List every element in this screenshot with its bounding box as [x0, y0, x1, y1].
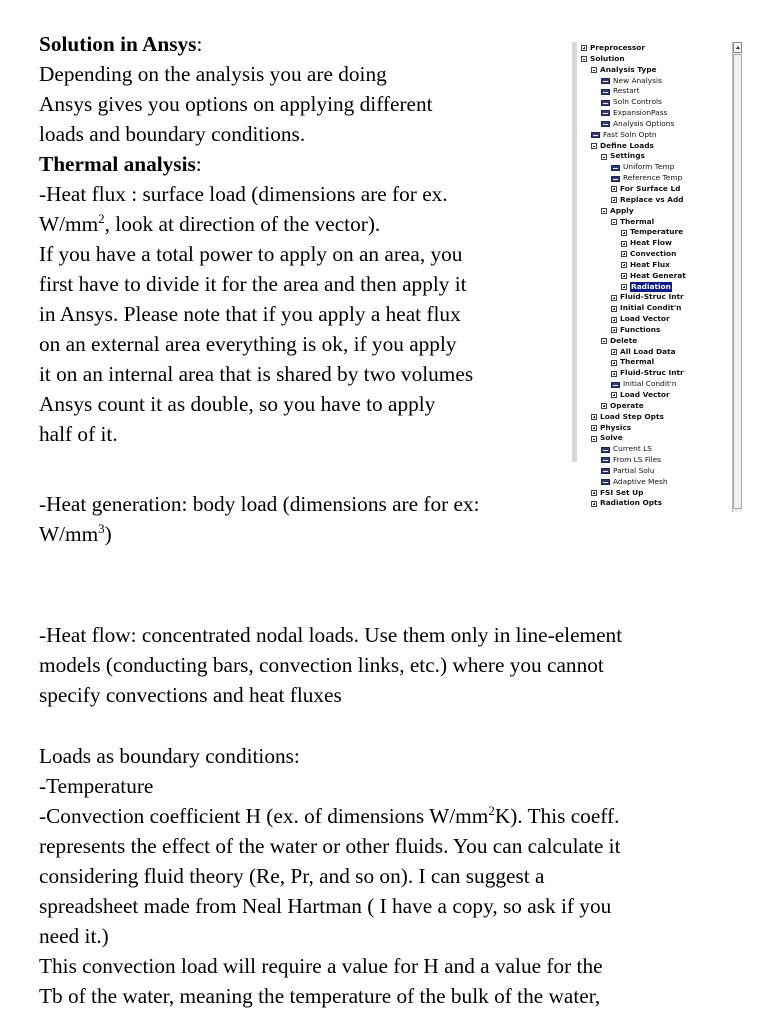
expand-plus-icon[interactable] — [581, 45, 587, 51]
scroll-up-arrow-icon[interactable] — [733, 42, 742, 53]
solution-heading-colon: : — [196, 32, 203, 56]
tree-node-label: Fluid-Struc Intr — [620, 292, 684, 302]
menu-item-icon — [601, 457, 610, 463]
tree-scrollbar[interactable] — [732, 42, 742, 512]
tree-node-label: Load Vector — [620, 390, 670, 399]
tree-node-label: Operate — [610, 400, 644, 410]
bc-line: represents the effect of the water or other fluids. You can calculate it — [39, 834, 621, 858]
expand-plus-icon[interactable] — [611, 295, 617, 301]
collapse-minus-icon[interactable] — [581, 56, 587, 62]
tree-node-label: New Analysis — [613, 75, 662, 85]
tree-node[interactable] — [581, 292, 730, 303]
ansys-menu-tree — [572, 42, 742, 512]
expand-plus-icon[interactable] — [621, 273, 627, 279]
tree-node-label: For Surface Ld — [620, 183, 681, 193]
expand-plus-icon[interactable] — [611, 197, 617, 203]
tree-node-label: Restart — [613, 86, 640, 96]
tree-node-label: Solve — [600, 433, 623, 443]
expand-plus-icon[interactable] — [621, 230, 627, 236]
menu-item-icon — [601, 447, 610, 453]
solution-line: Depending on the analysis you are doing — [39, 62, 387, 86]
menu-item-icon — [601, 100, 610, 106]
tree-node-label: Current LS — [613, 444, 652, 454]
tree-node-label: Apply — [610, 205, 634, 215]
tree-node-label: Temperature — [630, 227, 684, 237]
expand-plus-icon[interactable] — [611, 349, 617, 355]
heat-flow-line: specify convections and heat fluxes — [39, 683, 342, 707]
collapse-minus-icon[interactable] — [591, 143, 597, 149]
tree-node-label: Analysis Type — [600, 64, 657, 74]
expand-plus-icon[interactable] — [621, 251, 627, 257]
tree-node[interactable] — [581, 423, 730, 434]
tree-node[interactable] — [581, 303, 730, 314]
tree-gutter-bar — [572, 42, 577, 462]
collapse-minus-icon[interactable] — [611, 219, 617, 225]
tree-node-label: Thermal — [620, 357, 655, 367]
tree-node-label: Replace vs Add — [620, 194, 684, 204]
tree-node[interactable] — [581, 76, 730, 87]
collapse-minus-icon[interactable] — [591, 436, 597, 442]
menu-item-icon — [611, 176, 620, 182]
tree-node[interactable] — [581, 433, 730, 444]
heat-flow-line: models (conducting bars, convection links, etc.) where you cannot — [39, 653, 604, 677]
tree-node[interactable] — [581, 173, 730, 184]
tree-node[interactable] — [581, 260, 730, 271]
expand-plus-icon[interactable] — [611, 306, 617, 312]
tree-node-label: Uniform Temp — [623, 162, 675, 172]
collapse-minus-icon[interactable] — [601, 338, 607, 344]
tree-node-label: Adaptive Mesh — [613, 476, 668, 486]
tree-node-label: Analysis Options — [613, 118, 675, 128]
tree-node[interactable] — [581, 195, 730, 206]
thermal-line: Ansys count it as double, so you have to apply — [39, 392, 436, 416]
solution-line: Ansys gives you options on applying different — [39, 92, 433, 116]
scroll-thumb[interactable] — [733, 54, 742, 509]
tree-gutter — [572, 42, 577, 512]
collapse-minus-icon[interactable] — [601, 154, 607, 160]
tree-node[interactable] — [581, 43, 730, 54]
tree-node-label: Initial Condit'n — [623, 379, 677, 389]
tree-node[interactable] — [581, 65, 730, 76]
menu-item-icon — [601, 468, 610, 474]
expand-plus-icon[interactable] — [611, 360, 617, 366]
tree-node[interactable] — [581, 444, 730, 455]
tree-node[interactable] — [581, 498, 730, 509]
tree-node[interactable] — [581, 86, 730, 97]
menu-item-icon — [601, 121, 610, 127]
expand-plus-icon[interactable] — [611, 327, 617, 333]
tree-node[interactable] — [581, 412, 730, 423]
solution-section — [39, 29, 473, 449]
tree-node[interactable] — [581, 488, 730, 499]
tree-node[interactable] — [581, 401, 730, 412]
expand-plus-icon[interactable] — [601, 403, 607, 409]
menu-item-icon — [611, 382, 620, 388]
bc-convection-line: -Convection coefficient H (ex. of dimensions $W/mm^2K$). This coeff. — [39, 803, 620, 828]
thermal-line: in Ansys. Please note that if you apply a heat flux — [39, 302, 461, 326]
bc-line: spreadsheet made from Neal Hartman ( I have a copy, so ask if you — [39, 894, 612, 918]
tree-node[interactable] — [581, 477, 730, 488]
tree-node-label: Initial Condit'n — [620, 303, 682, 313]
tree-node-label: Heat Flux — [630, 259, 670, 269]
tree-node-label: Physics — [600, 422, 632, 432]
tree-node-label: Radiation Opts — [600, 498, 662, 508]
expand-plus-icon[interactable] — [621, 262, 627, 268]
tree-node[interactable] — [581, 379, 730, 390]
thermal-line: it on an internal area that is shared by two volumes — [39, 362, 474, 386]
bc-line: need it.) — [39, 924, 109, 948]
tree-node-label: All Load Data — [620, 346, 676, 356]
tree-node-label: Radiation — [631, 281, 671, 291]
solution-heading: Solution in Ansys — [39, 32, 197, 56]
bc-line: Tb of the water, meaning the temperature of the bulk of the water, — [39, 984, 601, 1008]
thermal-heading: Thermal analysis — [39, 152, 196, 176]
tree-node-label: Convection — [630, 249, 677, 259]
tree-node[interactable] — [581, 162, 730, 173]
tree-node[interactable] — [581, 217, 730, 228]
tree-node[interactable] — [581, 249, 730, 260]
thermal-line: on an external area everything is ok, if you apply — [39, 332, 457, 356]
thermal-heading-colon: : — [195, 152, 202, 176]
tree-node[interactable] — [581, 357, 730, 368]
menu-item-icon — [601, 89, 610, 95]
menu-item-icon — [601, 110, 610, 116]
tree-node-label: Define Loads — [600, 140, 654, 150]
tree-node[interactable] — [581, 455, 730, 466]
tree-node[interactable] — [581, 314, 730, 325]
heat-generation-units-line: $W/mm^3$) — [39, 521, 112, 546]
tree-node-label: Fast Soln Optn — [603, 129, 657, 139]
tree-node[interactable] — [581, 368, 730, 379]
tree-list — [581, 43, 730, 509]
expand-plus-icon[interactable] — [591, 425, 597, 431]
menu-item-icon — [601, 479, 610, 485]
expand-plus-icon[interactable] — [591, 414, 597, 420]
tree-node-label: Load Vector — [620, 314, 670, 324]
menu-item-icon — [591, 132, 600, 138]
thermal-line: first have to divide it for the area and then apply it — [39, 272, 467, 296]
collapse-minus-icon[interactable] — [601, 208, 607, 214]
tree-node[interactable] — [581, 151, 730, 162]
tree-node-label: Soln Controls — [613, 97, 662, 107]
tree-node-label: Settings — [610, 151, 645, 161]
tree-node[interactable] — [581, 130, 730, 141]
tree-node-label: Partial Solu — [613, 465, 655, 475]
expand-plus-icon[interactable] — [621, 284, 627, 290]
tree-node-label: Heat Generat — [630, 270, 686, 280]
tree-node-label: FSI Set Up — [600, 487, 644, 497]
thermal-line: half of it. — [39, 422, 118, 446]
expand-plus-icon[interactable] — [611, 371, 617, 377]
expand-plus-icon[interactable] — [591, 501, 597, 507]
tree-node[interactable] — [581, 390, 730, 401]
tree-node[interactable] — [581, 97, 730, 108]
tree-node[interactable] — [581, 206, 730, 217]
tree-node[interactable] — [581, 54, 730, 65]
menu-item-icon — [611, 165, 620, 171]
expand-plus-icon[interactable] — [591, 490, 597, 496]
solution-line: loads and boundary conditions. — [39, 122, 306, 146]
expand-plus-icon[interactable] — [611, 186, 617, 192]
tree-node[interactable] — [581, 271, 730, 282]
tree-node-label: Reference Temp — [623, 173, 683, 183]
tree-node-label: Thermal — [620, 216, 655, 226]
boundary-conditions-section — [39, 741, 621, 1011]
heat-flow-section — [39, 620, 622, 710]
heat-flux-units-line: $W/mm^2$, look at direction of the vector). — [39, 211, 381, 236]
tree-node-label: Heat Flow — [630, 238, 672, 248]
tree-node[interactable] — [581, 336, 730, 347]
tree-node[interactable] — [581, 238, 730, 249]
bc-line: This convection load will require a value for H and a value for the — [39, 954, 603, 978]
tree-node[interactable] — [581, 282, 730, 293]
tree-node-label: Fluid-Struc Intr — [620, 368, 684, 378]
tree-node[interactable] — [581, 347, 730, 358]
expand-plus-icon[interactable] — [611, 392, 617, 398]
tree-node-label: Preprocessor — [590, 43, 646, 52]
tree-node-label: Delete — [610, 335, 638, 345]
tree-node-label: Functions — [620, 324, 661, 334]
tree-node[interactable] — [581, 184, 730, 195]
tree-node[interactable] — [581, 108, 730, 119]
tree-node-label: Solution — [590, 53, 625, 63]
tree-node-label: From LS Files — [613, 455, 662, 465]
tree-node-label: Load Step Opts — [600, 411, 664, 421]
expand-plus-icon[interactable] — [621, 241, 627, 247]
bc-heading-line: Loads as boundary conditions: — [39, 744, 300, 768]
heat-generation-line: -Heat generation: body load (dimensions are for ex: — [39, 492, 480, 516]
collapse-minus-icon[interactable] — [591, 67, 597, 73]
tree-node[interactable] — [581, 466, 730, 477]
tree-node[interactable] — [581, 119, 730, 130]
heat-flux-line: -Heat flux : surface load (dimensions are for ex. — [39, 182, 448, 206]
tree-node[interactable] — [581, 227, 730, 238]
expand-plus-icon[interactable] — [611, 317, 617, 323]
tree-node[interactable] — [581, 325, 730, 336]
menu-item-icon — [601, 78, 610, 84]
heat-generation-section — [39, 489, 480, 549]
tree-node-label: ExpansionPass — [613, 108, 668, 118]
bc-temperature-line: -Temperature — [39, 774, 154, 798]
heat-flow-line: -Heat flow: concentrated nodal loads. Use them only in line-element — [39, 623, 623, 647]
tree-node[interactable] — [581, 141, 730, 152]
bc-line: considering fluid theory (Re, Pr, and so on). I can suggest a — [39, 864, 545, 888]
thermal-line: If you have a total power to apply on an area, you — [39, 242, 463, 266]
